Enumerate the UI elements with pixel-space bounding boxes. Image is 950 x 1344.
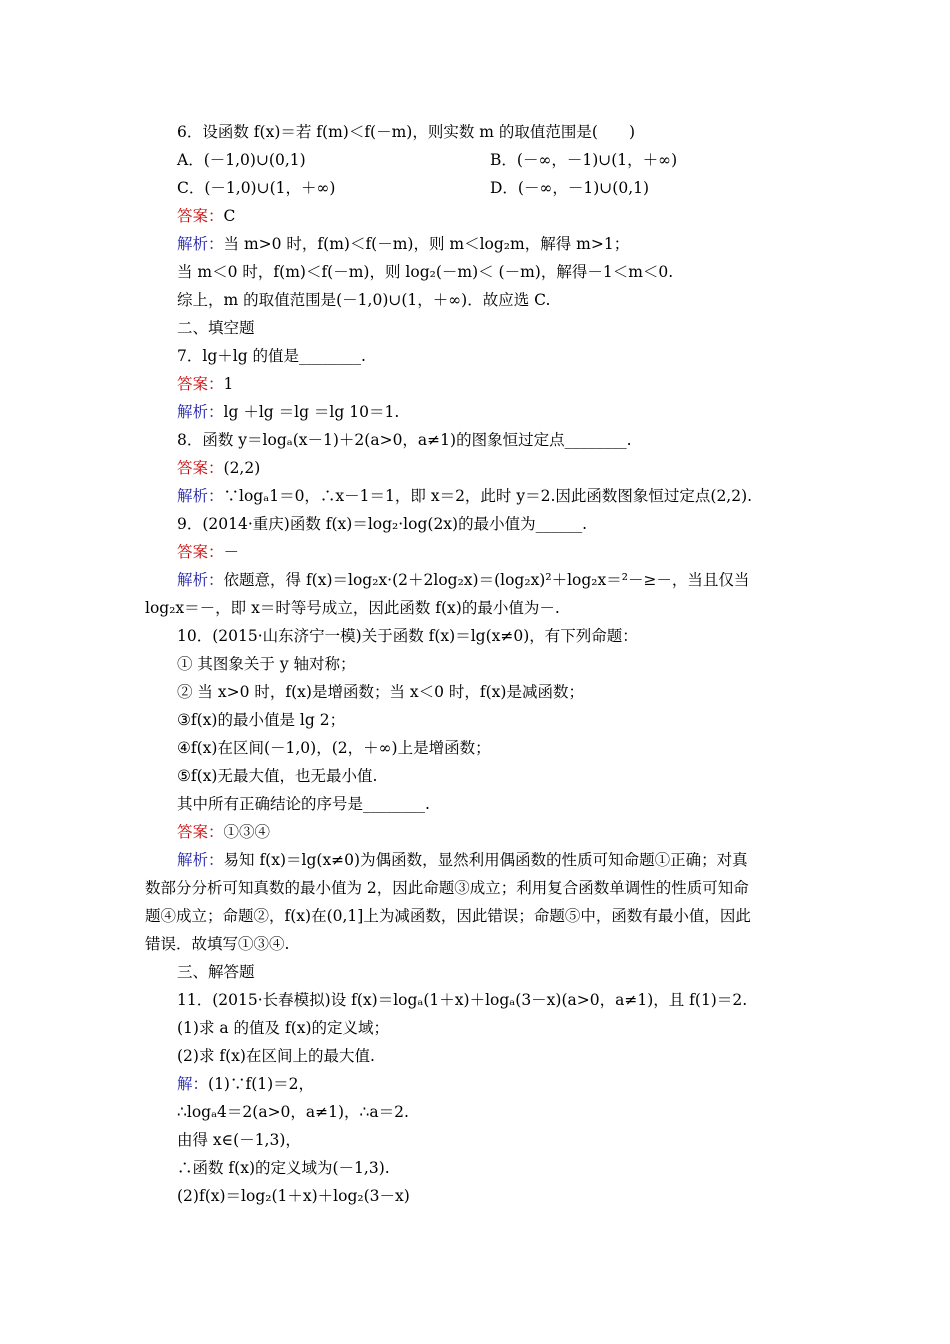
analysis-label: 解析： — [177, 235, 224, 253]
q10-stem: 10．(2015·山东济宁一模)关于函数 f(x)＝lg(x≠0)，有下列命题： — [177, 627, 638, 645]
q6-option-a: A．(－1,0)∪(0,1) — [177, 151, 306, 169]
q11-solution-line-5: (2)f(x)＝log₂(1＋x)＋log₂(3－x) — [177, 1187, 410, 1205]
q11-part-2: (2)求 f(x)在区间上的最大值. — [177, 1047, 375, 1065]
q10-question: 其中所有正确结论的序号是________. — [177, 795, 430, 813]
analysis-label: 解析： — [177, 571, 224, 589]
q11-stem: 11．(2015·长春模拟)设 f(x)＝logₐ(1＋x)＋logₐ(3－x)(a>0，a≠1)，且 f(1)＝2. — [177, 991, 748, 1009]
q6-stem: 6．设函数 f(x)＝若 f(m)＜f(－m)，则实数 m 的取值范围是( ) — [177, 123, 635, 141]
answer-label: 答案： — [177, 459, 224, 477]
answer-label: 答案： — [177, 823, 224, 841]
q7-analysis: 解析：lg ＋lg ＝lg ＝lg 10＝1. — [177, 403, 400, 421]
q10-analysis-line-2: 数部分分析可知真数的最小值为 2，因此命题③成立；利用复合函数单调性的性质可知命 — [145, 879, 749, 897]
q11-solution-line-3: 由得 x∈(－1,3)， — [177, 1131, 301, 1149]
q10-analysis-line-4: 错误．故填写①③④. — [145, 935, 290, 953]
answer-label: 答案： — [177, 375, 224, 393]
q10-prop-2: ② 当 x>0 时，f(x)是增函数；当 x＜0 时，f(x)是减函数； — [177, 683, 584, 701]
q11-solution: 解：(1)∵f(1)＝2， — [177, 1075, 315, 1093]
solution-label: 解： — [177, 1075, 209, 1093]
q6-analysis-line-3: 综上，m 的取值范围是(－1,0)∪(1，＋∞)．故应选 C. — [177, 291, 551, 309]
q6-option-c: C．(－1,0)∪(1，＋∞) — [177, 179, 336, 197]
answer-label: 答案： — [177, 207, 224, 225]
q6-option-b: B．(－∞，－1)∪(1，＋∞) — [490, 151, 678, 169]
q6-answer: 答案：C — [177, 207, 236, 225]
section-solutions: 三、解答题 — [177, 963, 255, 981]
q6-option-d: D．(－∞，－1)∪(0,1) — [490, 179, 650, 197]
q6-analysis: 解析：当 m>0 时，f(m)＜f(－m)，则 m＜log₂m，解得 m>1； — [177, 235, 630, 253]
q8-stem: 8．函数 y＝logₐ(x－1)＋2(a>0，a≠1)的图象恒过定点________. — [177, 431, 632, 449]
q6-analysis-line-2: 当 m＜0 时，f(m)＜f(－m)，则 log₂(－m)＜ (－m)，解得－1＜m＜0. — [177, 263, 674, 281]
answer-label: 答案： — [177, 543, 224, 561]
q8-answer: 答案：(2,2) — [177, 459, 261, 477]
q10-prop-4: ④f(x)在区间(－1,0)，(2，＋∞)上是增函数； — [177, 739, 491, 757]
q11-part-1: (1)求 a 的值及 f(x)的定义域； — [177, 1019, 390, 1037]
section-fill-in: 二、填空题 — [177, 319, 255, 337]
q9-stem: 9．(2014·重庆)函数 f(x)＝log₂·log(2x)的最小值为______. — [177, 515, 588, 533]
q9-answer: 答案：－ — [177, 543, 240, 561]
q11-solution-line-4: ∴函数 f(x)的定义域为(－1,3). — [177, 1159, 390, 1177]
q9-analysis-line-2: log₂x＝－，即 x＝时等号成立，因此函数 f(x)的最小值为－. — [145, 599, 560, 617]
q10-answer: 答案：①③④ — [177, 823, 271, 841]
q7-answer: 答案：1 — [177, 375, 234, 393]
q10-analysis-line-3: 题④成立；命题②，f(x)在(0,1]上为减函数，因此错误；命题⑤中，函数有最小值，因此 — [145, 907, 751, 925]
analysis-label: 解析： — [177, 851, 224, 869]
q9-analysis: 解析：依题意，得 f(x)＝log₂x·(2＋2log₂x)＝(log₂x)²＋log₂x＝²－≥－，当且仅当 — [177, 571, 750, 589]
q10-prop-3: ③f(x)的最小值是 lg 2； — [177, 711, 346, 729]
q10-prop-5: ⑤f(x)无最大值，也无最小值. — [177, 767, 378, 785]
q11-solution-line-2: ∴logₐ4＝2(a>0，a≠1)，∴a＝2. — [177, 1103, 409, 1121]
analysis-label: 解析： — [177, 487, 224, 505]
q7-stem: 7．lg＋lg 的值是________. — [177, 347, 366, 365]
q10-analysis: 解析：易知 f(x)＝lg(x≠0)为偶函数，显然利用偶函数的性质可知命题①正确；对真 — [177, 851, 748, 869]
q10-prop-1: ① 其图象关于 y 轴对称； — [177, 655, 356, 673]
q8-analysis: 解析：∵logₐ1＝0，∴x－1＝1，即 x＝2，此时 y＝2.因此函数图象恒过定点(2,2). — [177, 487, 753, 505]
analysis-label: 解析： — [177, 403, 224, 421]
